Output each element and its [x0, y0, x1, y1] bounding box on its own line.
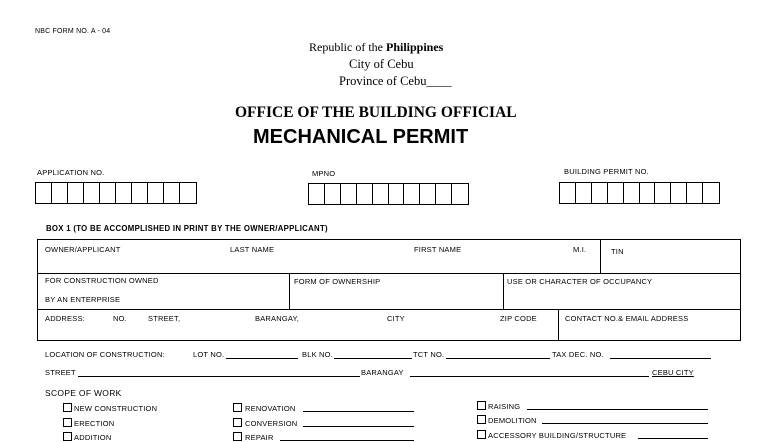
- new-construction-label: NEW CONSTRUCTION: [74, 404, 158, 413]
- address-street-label: STREET,: [148, 314, 181, 323]
- renovation-label: RENOVATION: [245, 404, 296, 413]
- conversion-input[interactable]: [303, 426, 414, 427]
- header-republic: [309, 40, 443, 55]
- erection-label: ERECTION: [74, 419, 115, 428]
- republic-country: Philippines: [385, 40, 444, 54]
- new-construction-checkbox[interactable]: [63, 403, 72, 412]
- address-input[interactable]: [45, 325, 553, 338]
- contact-label: CONTACT NO.& EMAIL ADDRESS: [565, 314, 689, 323]
- tin-label: TIN: [611, 247, 624, 256]
- cebu-city-label: CEBU CITY: [652, 368, 694, 377]
- form-number: NBC FORM NO. A - 04: [35, 28, 111, 35]
- address-no-label: NO.: [113, 314, 127, 323]
- accessory-building-checkbox[interactable]: [477, 430, 486, 439]
- address-barangay-label: BARANGAY,: [255, 314, 300, 323]
- owner-name-input[interactable]: [46, 256, 596, 270]
- tct-no-input[interactable]: [446, 358, 550, 359]
- mpno-boxes[interactable]: [308, 183, 469, 205]
- conversion-label: CONVERSION: [245, 419, 298, 428]
- location-barangay-label: BARANGAY: [361, 368, 404, 377]
- construction-owned-label-2: BY AN ENTERPRISE: [45, 295, 121, 304]
- header-province: Province of Cebu____: [339, 74, 452, 88]
- demolition-label: DEMOLITION: [488, 416, 537, 425]
- ownership-divider: [289, 273, 290, 309]
- conversion-checkbox[interactable]: [233, 418, 242, 427]
- application-no-boxes[interactable]: [35, 182, 197, 204]
- location-label: LOCATION OF CONSTRUCTION:: [45, 350, 165, 359]
- lot-no-label: LOT NO.: [193, 350, 225, 359]
- address-label: ADDRESS:: [45, 314, 85, 323]
- building-permit-no-boxes[interactable]: [559, 182, 720, 204]
- first-name-label: FIRST NAME: [414, 245, 462, 254]
- tin-input[interactable]: [604, 258, 736, 271]
- location-barangay-input[interactable]: [410, 376, 649, 377]
- use-character-label: USE OR CHARACTER OF OCCUPANCY: [507, 277, 653, 286]
- tax-dec-no-input[interactable]: [610, 358, 711, 359]
- address-city-label: CITY: [387, 314, 405, 323]
- box1-title: BOX 1 (TO BE ACCOMPLISHED IN PRINT BY THE OWNER/APPLICANT): [46, 224, 328, 233]
- addition-label: ADDITION: [74, 433, 112, 442]
- addition-checkbox[interactable]: [63, 432, 72, 441]
- contact-input[interactable]: [563, 325, 737, 338]
- raising-checkbox[interactable]: [477, 401, 486, 410]
- building-permit-no-label: BUILDING PERMIT NO.: [564, 167, 649, 176]
- renovation-input[interactable]: [303, 411, 414, 412]
- mi-label: M.I.: [573, 245, 587, 254]
- demolition-checkbox[interactable]: [477, 415, 486, 424]
- blk-no-label: BLK NO.: [302, 350, 333, 359]
- republic-text: Republic of the: [309, 40, 386, 54]
- application-no-label: APPLICATION NO.: [37, 168, 105, 177]
- renovation-checkbox[interactable]: [233, 403, 242, 412]
- erection-checkbox[interactable]: [63, 418, 72, 427]
- scope-title: SCOPE OF WORK: [45, 388, 122, 398]
- last-name-label: LAST NAME: [230, 245, 275, 254]
- permit-title: MECHANICAL PERMIT: [253, 126, 469, 148]
- location-street-input[interactable]: [78, 376, 360, 377]
- blk-no-input[interactable]: [334, 358, 412, 359]
- lot-no-input[interactable]: [226, 358, 298, 359]
- location-street-label: STREET: [45, 368, 76, 377]
- header-city: City of Cebu: [349, 57, 414, 71]
- accessory-building-input[interactable]: [638, 438, 708, 439]
- office-title: OFFICE OF THE BUILDING OFFICIAL: [235, 104, 517, 121]
- mpno-label: MPNO: [312, 169, 336, 178]
- raising-input[interactable]: [527, 409, 708, 410]
- occupancy-divider: [503, 273, 504, 309]
- tax-dec-no-label: TAX DEC. NO.: [552, 350, 604, 359]
- repair-label: REPAIR: [245, 433, 274, 442]
- row-divider-2: [37, 309, 741, 310]
- form-of-ownership-label: FORM OF OWNERSHIP: [294, 277, 381, 286]
- accessory-building-label: ACCESSORY BUILDING/STRUCTURE: [488, 431, 627, 440]
- zip-code-label: ZIP CODE: [500, 314, 537, 323]
- tct-no-label: TCT NO.: [413, 350, 445, 359]
- owner-applicant-label: OWNER/APPLICANT: [45, 245, 121, 254]
- contact-divider: [558, 309, 559, 341]
- raising-label: RAISING: [488, 402, 521, 411]
- demolition-input[interactable]: [542, 423, 708, 424]
- construction-owned-label-1: FOR CONSTRUCTION OWNED: [45, 276, 159, 285]
- row-divider-1: [37, 273, 741, 274]
- mi-tin-divider: [600, 240, 601, 273]
- form-of-ownership-input[interactable]: [294, 289, 499, 305]
- use-character-input[interactable]: [507, 289, 737, 305]
- repair-checkbox[interactable]: [233, 432, 242, 441]
